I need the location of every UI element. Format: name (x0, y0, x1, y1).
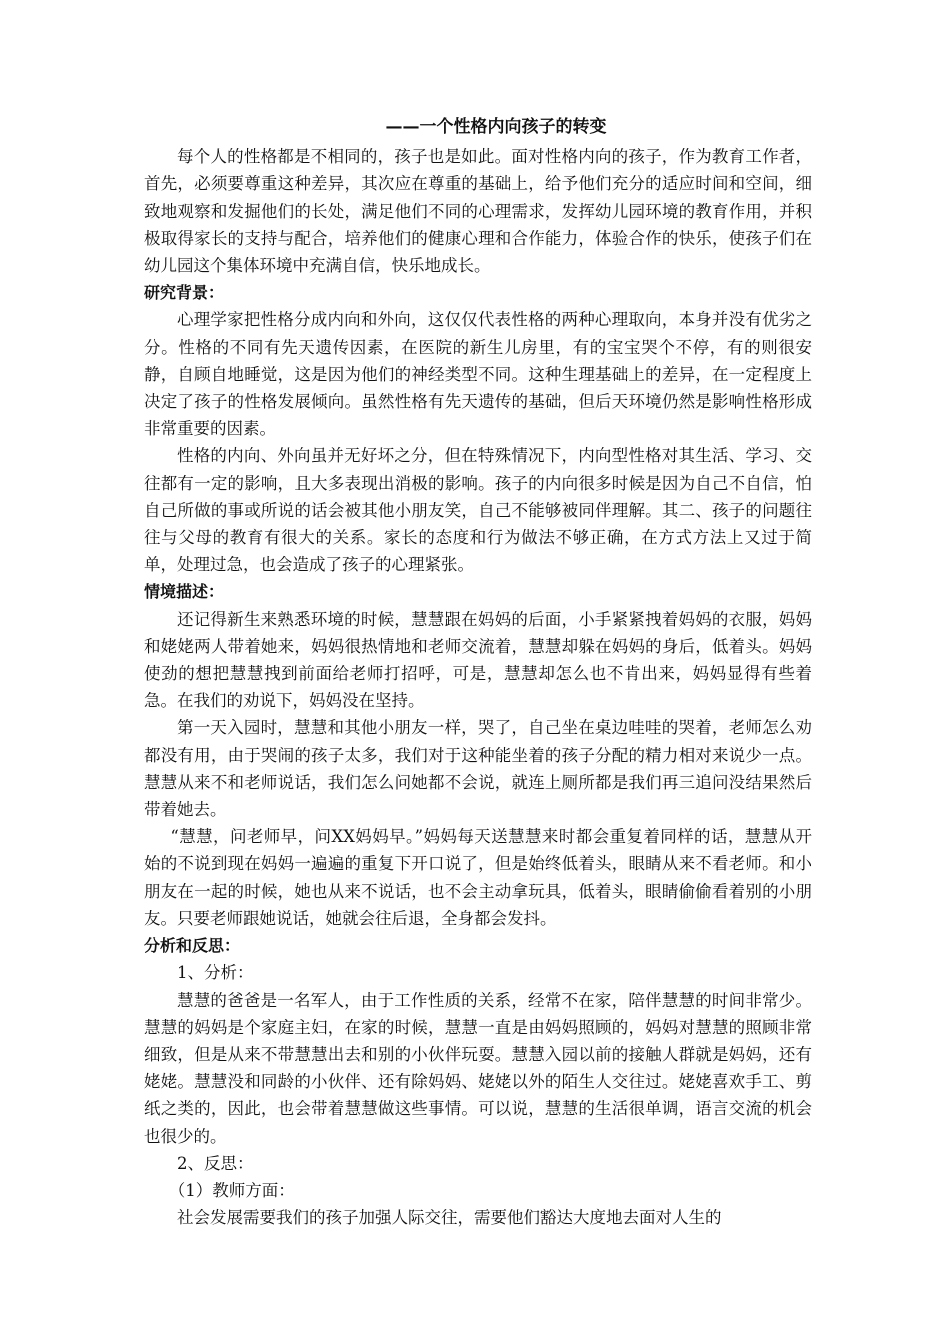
analysis-paragraph: 慧慧的爸爸是一名军人，由于工作性质的关系，经常不在家，陪伴慧慧的时间非常少。慧慧的妈妈是个家庭主妇，在家的时候，慧慧一直是由妈妈照顾的，妈妈对慧慧的照顾非常细致，但是从来不带慧慧出去和别的小伙伴玩耍。慧慧入园以前的接触人群就是妈妈，还有姥姥。慧慧没和同龄的小伙伴、还有除妈妈、姥姥以外的陌生人交往过。姥姥喜欢手工、剪纸之类的，因此，也会带着慧慧做这些事情。可以说，慧慧的生活很单调，语言交流的机会也很少的。 (144, 990, 812, 1146)
background-paragraph-2: 性格的内向、外向虽并无好坏之分，但在特殊情况下，内向型性格对其生活、学习、交往都有一定的影响，且大多表现出消极的影响。孩子的内向很多时候是因为自己不自信，怕自己所做的事或所说的话会被其他小朋友笑，自己不能够被同伴理解。其二、孩子的问题往往与父母的教育有很大的关系。家长的态度和行为做法不够正确，在方式方法上又过于简单，处理过急，也会造成了孩子的心理紧张。 (144, 446, 812, 575)
reflection-subheading: 2、反思： (177, 1153, 254, 1173)
section-heading-analysis: 分析和反思： (144, 936, 241, 956)
teacher-aspect-paragraph: 社会发展需要我们的孩子加强人际交往，需要他们豁达大度地去面对人生的 (177, 1208, 722, 1228)
section-heading-background: 研究背景： (144, 283, 225, 303)
document-title: ——一个性格内向孩子的转变 (385, 117, 607, 137)
section-heading-situation: 情境描述： (144, 582, 225, 602)
intro-paragraph: 每个人的性格都是不相同的，孩子也是如此。面对性格内向的孩子，作为教育工作者，首先，必须要尊重这种差异，其次应在尊重的基础上，给予他们充分的适应时间和空间，细致地观察和发掘他们的长处，满足他们不同的心理需求，发挥幼儿园环境的教育作用，并积极取得家长的支持与配合，培养他们的健康心理和合作能力，体验合作的快乐，使孩子们在幼儿园这个集体环境中充满自信，快乐地成长。 (144, 147, 812, 276)
background-paragraph-1: 心理学家把性格分成内向和外向，这仅仅代表性格的两种心理取向，本身并没有优劣之分。性格的不同有先天遗传因素，在医院的新生儿房里，有的宝宝哭个不停，有的则很安静，自顾自地睡觉，这是因为他们的神经类型不同。这种生理基础上的差异，在一定程度上决定了孩子的性格发展倾向。虽然性格有先天遗传的基础，但后天环境仍然是影响性格形成非常重要的因素。 (144, 310, 812, 439)
situation-paragraph-2: 第一天入园时，慧慧和其他小朋友一样，哭了，自己坐在桌边哇哇的哭着，老师怎么劝都没有用，由于哭闹的孩子太多，我们对于这种能坐着的孩子分配的精力相对来说少一点。慧慧从来不和老师说话，我们怎么问她都不会说，就连上厕所都是我们再三追问没结果然后带着她去。 (144, 718, 812, 820)
analysis-subheading: 1、分析： (177, 963, 254, 983)
situation-paragraph-3: “慧慧，问老师早，问XX妈妈早。”妈妈每天送慧慧来时都会重复着同样的话，慧慧从开始的不说到现在妈妈一遍遍的重复下开口说了，但是始终低着头，眼睛从来不看老师。和小朋友在一起的时候，她也从来不说话，也不会主动拿玩具，低着头，眼睛偷偷看着别的小朋友。只要老师跟她说话，她就会往后退，全身都会发抖。 (144, 827, 812, 928)
situation-paragraph-1: 还记得新生来熟悉环境的时候，慧慧跟在妈妈的后面，小手紧紧拽着妈妈的衣服，妈妈和姥姥两人带着她来，妈妈很热情地和老师交流着，慧慧却躲在妈妈的身后，低着头。妈妈使劲的想把慧慧拽到前面给老师打招呼，可是，慧慧却怎么也不肯出来，妈妈显得有些着急。在我们的劝说下，妈妈没在坚持。 (144, 609, 812, 711)
document-page (144, 114, 812, 1231)
teacher-aspect-subheading: （1）教师方面： (168, 1180, 295, 1200)
